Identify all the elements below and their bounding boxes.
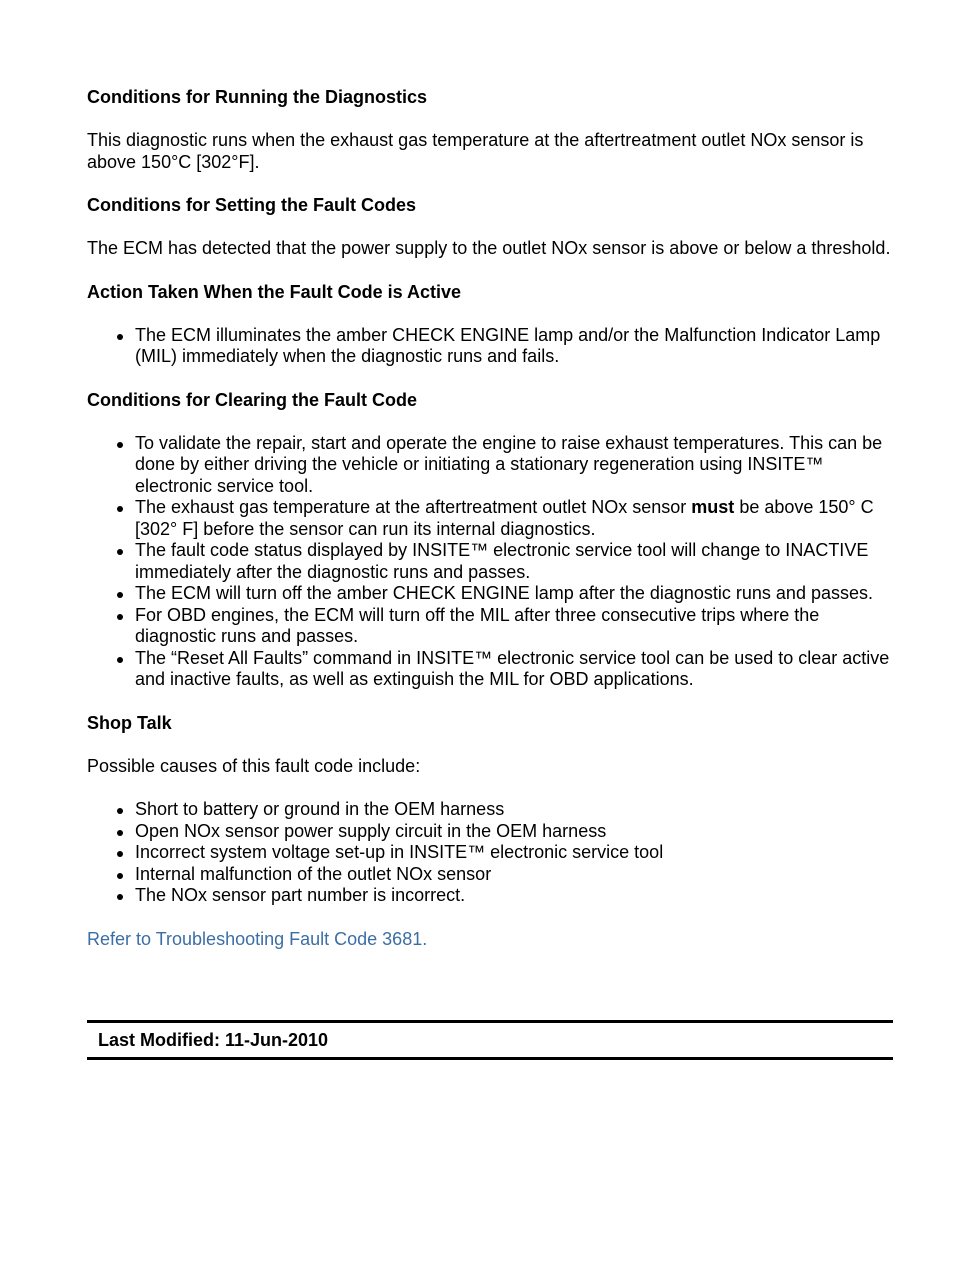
list-item [135, 605, 893, 648]
list-item [135, 799, 893, 821]
list-item-text: Short to battery or ground in the OEM harness [135, 799, 505, 819]
bullet-icon [117, 442, 123, 448]
list-item-text: be above 150° C [302° F] before the sensor can run its internal diagnostics. [135, 497, 874, 539]
list-item [135, 821, 893, 843]
list-item-text: For OBD engines, the ECM will turn off the MIL after three consecutive trips where the diagnostic runs and passes. [135, 604, 820, 646]
bullet-icon [117, 614, 123, 620]
bullet-icon [117, 894, 123, 900]
list-item-text: The ECM illuminates the amber CHECK ENGINE lamp and/or the Malfunction Indicator Lamp (MIL) immediately when the diagnostic runs and fails. [135, 324, 881, 366]
action-heading: Action Taken When the Fault Code is Active [87, 281, 462, 302]
bullet-icon [117, 873, 123, 879]
list-item-text: The exhaust gas temperature at the aftertreatment outlet NOx sensor [135, 497, 692, 517]
bullet-icon [117, 549, 123, 555]
clearing-heading: Conditions for Clearing the Fault Code [87, 389, 417, 410]
causes-list [87, 799, 893, 907]
list-item-text: The ECM will turn off the amber CHECK ENGINE lamp after the diagnostic runs and passes. [135, 583, 873, 603]
list-item [135, 540, 893, 583]
list-item [135, 433, 893, 498]
action-list [87, 325, 893, 368]
bullet-icon [117, 334, 123, 340]
bullet-icon [117, 808, 123, 814]
running-heading: Conditions for Running the Diagnostics [87, 87, 427, 107]
list-item-text: Internal malfunction of the outlet NOx sensor [135, 863, 492, 884]
bullet-icon [117, 851, 123, 857]
last-modified: Last Modified: 11-Jun-2010 [98, 1030, 329, 1050]
shop-talk-intro: Possible causes of this fault code include: [87, 755, 421, 776]
bullet-icon [117, 592, 123, 598]
list-item-text: Open NOx sensor power supply circuit in the OEM harness [135, 820, 607, 841]
list-item [135, 583, 893, 605]
shop-talk-heading: Shop Talk [87, 712, 172, 733]
list-item-text: The “Reset All Faults” command in INSITE™ electronic service tool can be used to clear active and inactive faults, as well as extinguish the MIL for OBD applications. [135, 647, 890, 689]
setting-heading: Conditions for Setting the Fault Codes [87, 195, 416, 215]
running-text: This diagnostic runs when the exhaust gas temperature at the aftertreatment outlet NOx sensor is above 150°C [302°F]. [87, 130, 864, 172]
list-item-text: To validate the repair, start and operate the engine to raise exhaust temperatures. This can be done by either driving the vehicle or initiating a stationary regeneration using INSITE™ electronic service tool. [135, 432, 883, 496]
list-item [135, 842, 893, 864]
footer-bar [87, 1020, 893, 1060]
list-item [135, 497, 893, 540]
document-body [87, 87, 893, 950]
list-item [135, 885, 893, 907]
clearing-list [87, 433, 893, 691]
setting-text: The ECM has detected that the power supply to the outlet NOx sensor is above or below a threshold. [87, 238, 891, 258]
bullet-icon [117, 830, 123, 836]
bullet-icon [117, 506, 123, 512]
list-item-text: Incorrect system voltage set-up in INSITE™ electronic service tool [135, 842, 664, 862]
list-item [135, 864, 893, 886]
list-item [135, 648, 893, 691]
emphasis-must: must [691, 497, 735, 517]
bullet-icon [117, 657, 123, 663]
troubleshooting-link[interactable]: Refer to Troubleshooting Fault Code 3681. [87, 928, 428, 949]
list-item-text: The fault code status displayed by INSITE™ electronic service tool will change to INACTIVE immediately after the diagnostic runs and passes. [135, 540, 869, 582]
list-item [135, 325, 893, 368]
list-item-text: The NOx sensor part number is incorrect. [135, 885, 466, 905]
